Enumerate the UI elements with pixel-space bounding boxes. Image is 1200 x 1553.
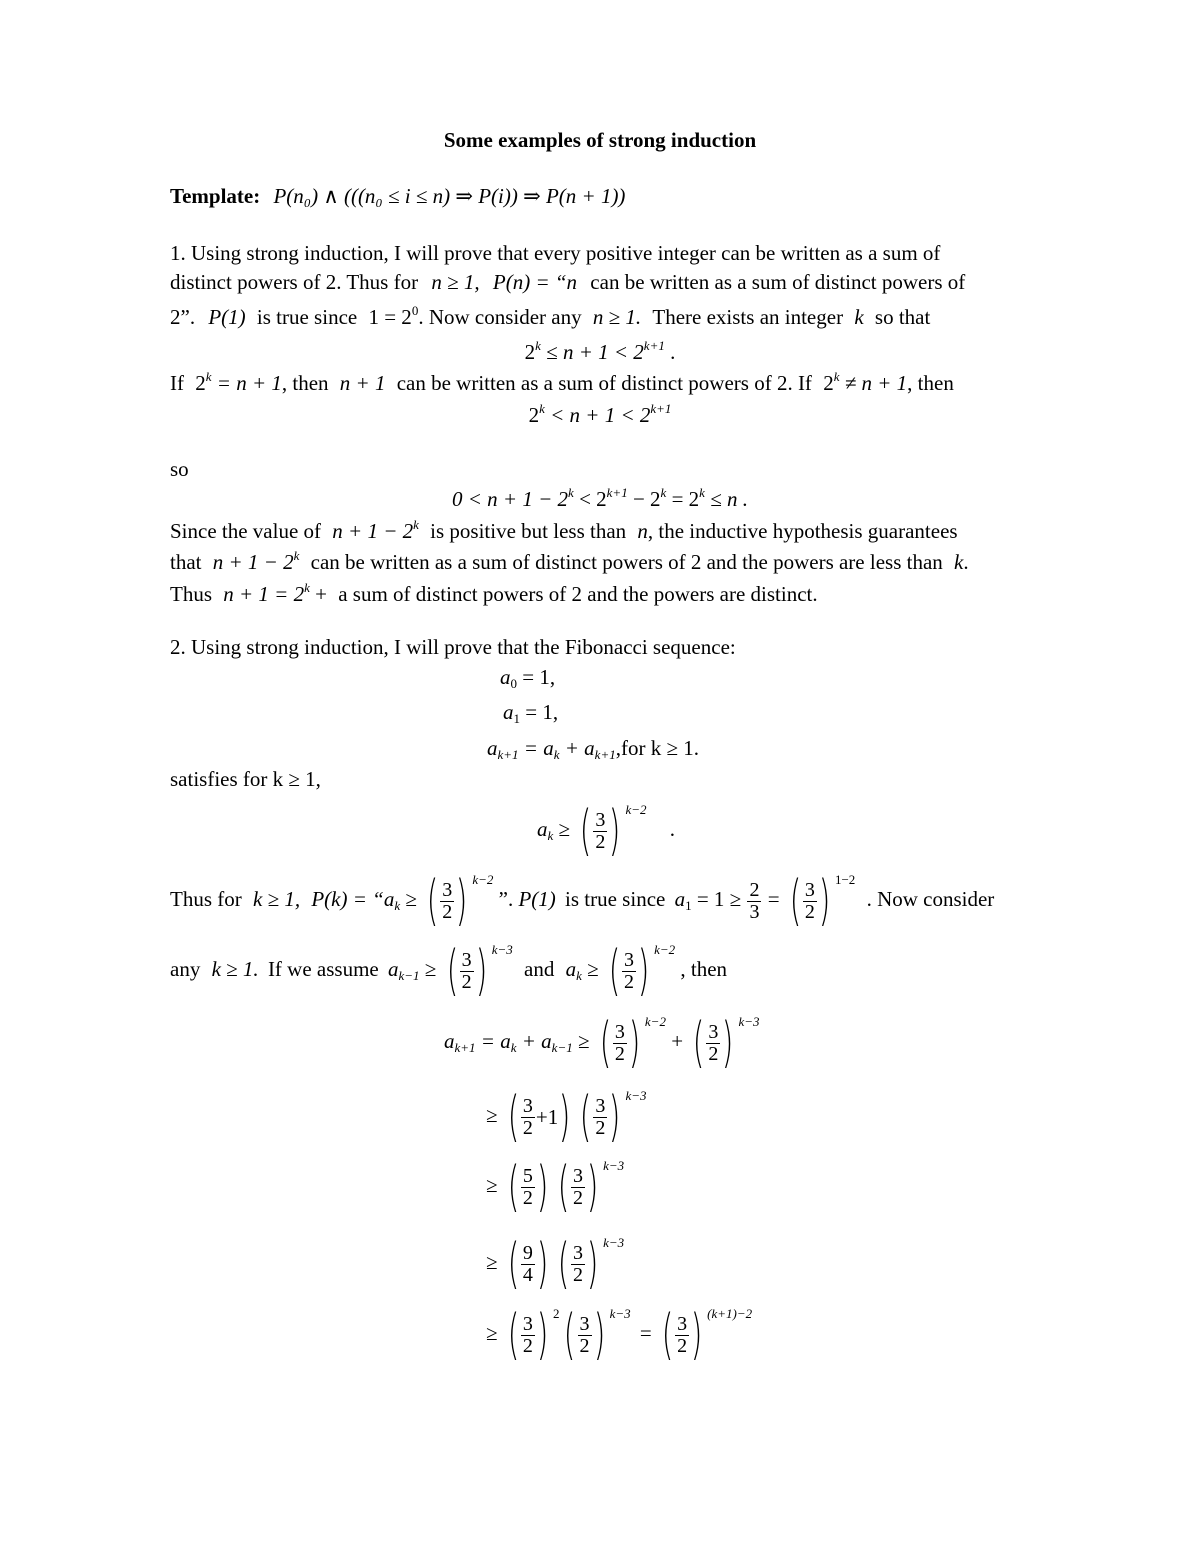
template-label: Template: xyxy=(170,184,261,208)
fraction xyxy=(460,950,474,993)
ex2-derivation-1 xyxy=(444,1014,760,1070)
exponent: k−2 xyxy=(625,802,647,817)
math: a xyxy=(565,957,577,981)
exponent: k xyxy=(699,485,705,500)
exponent: 1−2 xyxy=(834,872,856,887)
text: is positive but less than xyxy=(430,519,627,543)
text: can be written as a sum of distinct powers of 2 and the powers are less than xyxy=(310,550,943,574)
math: P(k) = “a xyxy=(311,887,395,911)
fraction xyxy=(571,1243,585,1286)
subscript: k xyxy=(547,828,554,843)
math: < 2 xyxy=(579,487,607,511)
text: . xyxy=(963,550,969,574)
denominator: 2 xyxy=(708,1042,719,1065)
fraction xyxy=(593,810,607,853)
math: 2 xyxy=(195,371,206,395)
text: . Now consider xyxy=(866,887,995,911)
math: ≤ n + 1 < 2 xyxy=(546,340,644,364)
math: k ≥ 1, xyxy=(253,887,301,911)
math: P(1) xyxy=(208,305,246,329)
text: is true since xyxy=(565,887,666,911)
numerator: ( 5 xyxy=(522,1164,533,1187)
math: a xyxy=(674,887,686,911)
subscript: k xyxy=(553,747,560,762)
exponent: k−3 xyxy=(625,1088,647,1103)
fraction-paren xyxy=(559,1308,609,1362)
denominator: 2 xyxy=(579,1334,590,1357)
subscript: k xyxy=(576,968,582,983)
text: There exists an integer xyxy=(652,305,844,329)
exponent: k−3 xyxy=(609,1306,631,1321)
fraction xyxy=(440,880,454,923)
ex2-line-1: 2. Using strong induction, I will prove that the Fibonacci sequence: xyxy=(170,635,736,659)
math: 2 xyxy=(524,340,536,364)
template-formula: P(n₀) ∧ (((n₀ ≤ i ≤ n) ⇒ P(i)) ⇒ P(n + 1)) xyxy=(273,184,626,208)
fraction xyxy=(803,880,817,923)
exponent: k+1 xyxy=(643,338,665,353)
exponent: k xyxy=(568,485,574,500)
text: If xyxy=(170,371,184,395)
exponent: k−2 xyxy=(654,942,676,957)
math: = 1, xyxy=(522,665,556,689)
denominator: 3 xyxy=(749,900,760,923)
ex2-derivation-3 xyxy=(486,1158,624,1214)
ex2-a1 xyxy=(503,700,559,726)
fraction xyxy=(578,1314,592,1357)
fraction xyxy=(521,1314,535,1357)
ex1-line-5 xyxy=(170,517,958,543)
math xyxy=(368,305,418,329)
math: k ≥ 1. xyxy=(211,957,259,981)
math: = xyxy=(639,1321,652,1345)
math: 2 xyxy=(823,371,834,395)
ex2-satisfies: satisfies for k ≥ 1, xyxy=(170,767,321,791)
ex2-recurrence xyxy=(487,736,699,762)
exponent: 2 xyxy=(552,1306,560,1321)
exponent: k−2 xyxy=(472,872,494,887)
math: a xyxy=(444,1029,455,1053)
ex2-derivation-2 xyxy=(486,1088,646,1144)
math: 2 xyxy=(528,403,540,427)
math: k xyxy=(954,550,964,574)
math: ≥ xyxy=(486,1250,498,1274)
numerator: ( 3 xyxy=(595,1094,606,1117)
exponent: k−3 xyxy=(491,942,513,957)
text: a sum of distinct powers of 2 and the powers are distinct. xyxy=(338,582,818,606)
numerator: ( 3 xyxy=(573,1164,584,1187)
math: ≥ xyxy=(424,957,437,981)
numerator: ( 3 xyxy=(442,878,453,901)
ex2-derivation-4 xyxy=(486,1235,624,1291)
fraction xyxy=(622,950,636,993)
fraction-paren xyxy=(604,944,654,998)
fraction-paren xyxy=(503,1237,553,1291)
exponent: k−3 xyxy=(603,1158,625,1173)
exponent: k xyxy=(539,401,545,416)
text: , then xyxy=(281,371,329,395)
subscript: k+1 xyxy=(594,747,616,762)
text: 2”. xyxy=(170,305,196,329)
exponent: k−2 xyxy=(644,1014,666,1029)
exponent: k xyxy=(535,338,541,353)
exponent: k xyxy=(660,485,667,500)
exponent: k xyxy=(304,580,310,595)
ex2-a0 xyxy=(500,665,556,691)
math: n ≥ 1. xyxy=(592,305,642,329)
numerator: ( 3 xyxy=(461,948,472,971)
fraction-paren xyxy=(785,874,835,928)
math: +1 xyxy=(535,1104,559,1129)
denominator: 2 xyxy=(595,830,606,853)
denominator: 2 xyxy=(573,1263,584,1286)
fraction-paren xyxy=(575,804,625,858)
math: ≥ xyxy=(577,1029,590,1053)
denominator: 2 xyxy=(677,1334,688,1357)
fraction-paren xyxy=(657,1308,707,1362)
ex1-line-7 xyxy=(170,580,818,606)
denominator: 2 xyxy=(461,970,472,993)
fraction-paren xyxy=(688,1016,738,1070)
fraction xyxy=(571,1166,585,1209)
math: a xyxy=(503,700,514,724)
math: − 2 xyxy=(632,487,661,511)
subscript: 1 xyxy=(513,711,520,726)
math: ”. xyxy=(498,887,514,911)
numerator: ( 3 xyxy=(623,948,634,971)
math: P(1) xyxy=(518,887,556,911)
math: k xyxy=(854,305,864,329)
numerator: ( 3 xyxy=(595,808,606,831)
page-title: Some examples of strong induction xyxy=(443,128,757,152)
ex1-line-6 xyxy=(170,548,969,574)
text: so that xyxy=(874,305,931,329)
math: P(n) = “n xyxy=(492,270,578,294)
fraction-paren xyxy=(503,1160,553,1214)
ex2-claim xyxy=(537,802,675,858)
text: any xyxy=(170,957,201,981)
math: 0 < n + 1 − 2 xyxy=(452,487,569,511)
fraction xyxy=(675,1314,689,1357)
numerator: ( 3 xyxy=(522,1312,533,1335)
numerator: 2 xyxy=(749,878,760,901)
math: = 1 ≥ xyxy=(696,887,742,911)
denominator: 4 xyxy=(522,1263,533,1286)
ex1-display-1 xyxy=(0,338,1200,364)
exponent: k−3 xyxy=(603,1235,625,1250)
denominator: 2 xyxy=(623,970,634,993)
math: = n + 1 xyxy=(216,371,282,395)
math: < n + 1 < 2 xyxy=(550,403,651,427)
fraction xyxy=(747,880,761,923)
fraction xyxy=(613,1022,627,1065)
fraction-paren xyxy=(503,1090,576,1144)
ex1-line-4 xyxy=(170,369,954,395)
text: Since the value of xyxy=(170,519,322,543)
ex1-line-1: 1. Using strong induction, I will prove that every positive integer can be written as a sum of xyxy=(170,241,941,265)
math: ≥ xyxy=(486,1103,498,1127)
math: = xyxy=(767,887,780,911)
denominator: 2 xyxy=(573,1186,584,1209)
math: ≥ xyxy=(587,957,599,981)
text: distinct powers of 2. Thus for xyxy=(170,270,419,294)
fraction xyxy=(521,1096,535,1139)
math: . xyxy=(669,817,676,841)
numerator: ( 9 xyxy=(522,1241,533,1264)
math: = a xyxy=(480,1029,511,1053)
math: = 1, xyxy=(525,700,559,724)
math: ≠ n + 1 xyxy=(844,371,908,395)
fraction-paren xyxy=(575,1090,625,1144)
fraction-paren xyxy=(553,1160,603,1214)
ex1-line-3 xyxy=(170,303,931,329)
exponent: k xyxy=(205,369,212,384)
fraction-paren xyxy=(595,1016,645,1070)
numerator: ( 3 xyxy=(804,878,815,901)
exponent: k xyxy=(413,517,419,532)
subscript: k xyxy=(394,898,401,913)
template-line xyxy=(170,186,625,207)
text: can be written as a sum of distinct powers of xyxy=(590,270,966,294)
denominator: 2 xyxy=(804,900,815,923)
math: ≥ xyxy=(405,887,417,911)
exponent: k xyxy=(833,369,840,384)
math: + a xyxy=(521,1029,552,1053)
subscript: k+1 xyxy=(497,747,519,762)
ex2-any-line xyxy=(170,942,727,998)
numerator: ( 3 xyxy=(677,1312,688,1335)
numerator: ( 3 xyxy=(614,1020,625,1043)
exponent: k−3 xyxy=(738,1014,760,1029)
ex1-so: so xyxy=(170,457,189,481)
fraction-paren xyxy=(503,1308,553,1362)
subscript: k−1 xyxy=(551,1040,573,1055)
subscript: 1 xyxy=(685,898,692,913)
fraction xyxy=(521,1166,535,1209)
math: a xyxy=(487,736,498,760)
denominator: 2 xyxy=(522,1186,533,1209)
denominator: 2 xyxy=(522,1334,533,1357)
fraction xyxy=(706,1022,720,1065)
text: is true since xyxy=(256,305,358,329)
denominator: 2 xyxy=(614,1042,625,1065)
math: n xyxy=(637,519,648,543)
math: n + 1 xyxy=(339,371,386,395)
denominator: 2 xyxy=(522,1116,533,1139)
math: ,for k ≥ 1. xyxy=(615,736,699,760)
text: . Now consider any xyxy=(418,305,582,329)
subscript: 0 xyxy=(510,676,517,691)
fraction-paren xyxy=(422,874,472,928)
numerator: ( 3 xyxy=(579,1312,590,1335)
text: that xyxy=(170,550,202,574)
ex1-line-2 xyxy=(170,272,965,293)
exponent: k+1 xyxy=(606,485,628,500)
math: ≥ xyxy=(486,1321,498,1345)
math: + a xyxy=(564,736,595,760)
subscript: k−1 xyxy=(398,968,420,983)
text: , then xyxy=(680,957,728,981)
math: ≥ xyxy=(486,1173,498,1197)
math: n + 1 − 2 xyxy=(212,550,294,574)
fraction-paren xyxy=(553,1237,603,1291)
exponent: k xyxy=(293,548,300,563)
text: , then xyxy=(907,371,954,395)
math: n ≥ 1, xyxy=(431,270,480,294)
text: Thus xyxy=(170,582,212,606)
exponent: 0 xyxy=(411,303,419,318)
math: n + 1 − 2 xyxy=(332,519,414,543)
exponent: (k+1)−2 xyxy=(707,1306,753,1321)
ex1-display-2 xyxy=(0,401,1200,427)
subscript: k+1 xyxy=(454,1040,476,1055)
fraction xyxy=(521,1243,535,1286)
fraction xyxy=(593,1096,607,1139)
ex2-derivation-5 xyxy=(486,1306,752,1362)
math: a xyxy=(537,817,548,841)
math: + xyxy=(315,582,327,606)
fraction-paren xyxy=(442,944,492,998)
math: n + 1 = 2 xyxy=(223,582,305,606)
text: and xyxy=(524,957,555,981)
denominator: 2 xyxy=(442,900,453,923)
math: . xyxy=(670,340,676,364)
numerator: ( 3 xyxy=(522,1094,533,1117)
numerator: ( 3 xyxy=(708,1020,719,1043)
math: ≥ xyxy=(558,817,571,841)
numerator: ( 3 xyxy=(573,1241,584,1264)
math-base: 1 = 2 xyxy=(368,305,412,329)
exponent: k+1 xyxy=(650,401,672,416)
math: = a xyxy=(523,736,554,760)
text: Thus for xyxy=(170,887,242,911)
math: + xyxy=(671,1029,684,1053)
text: , the inductive hypothesis guarantees xyxy=(647,519,958,543)
math: ≤ n . xyxy=(710,487,748,511)
math: a xyxy=(387,957,399,981)
math: = 2 xyxy=(671,487,700,511)
subscript: k xyxy=(510,1040,517,1055)
ex1-display-3 xyxy=(0,485,1200,511)
math: a xyxy=(500,665,511,689)
denominator: 2 xyxy=(595,1116,606,1139)
text: If we assume xyxy=(267,957,379,981)
text: can be written as a sum of distinct powers of 2. If xyxy=(396,371,812,395)
ex2-thus-line xyxy=(170,872,994,928)
